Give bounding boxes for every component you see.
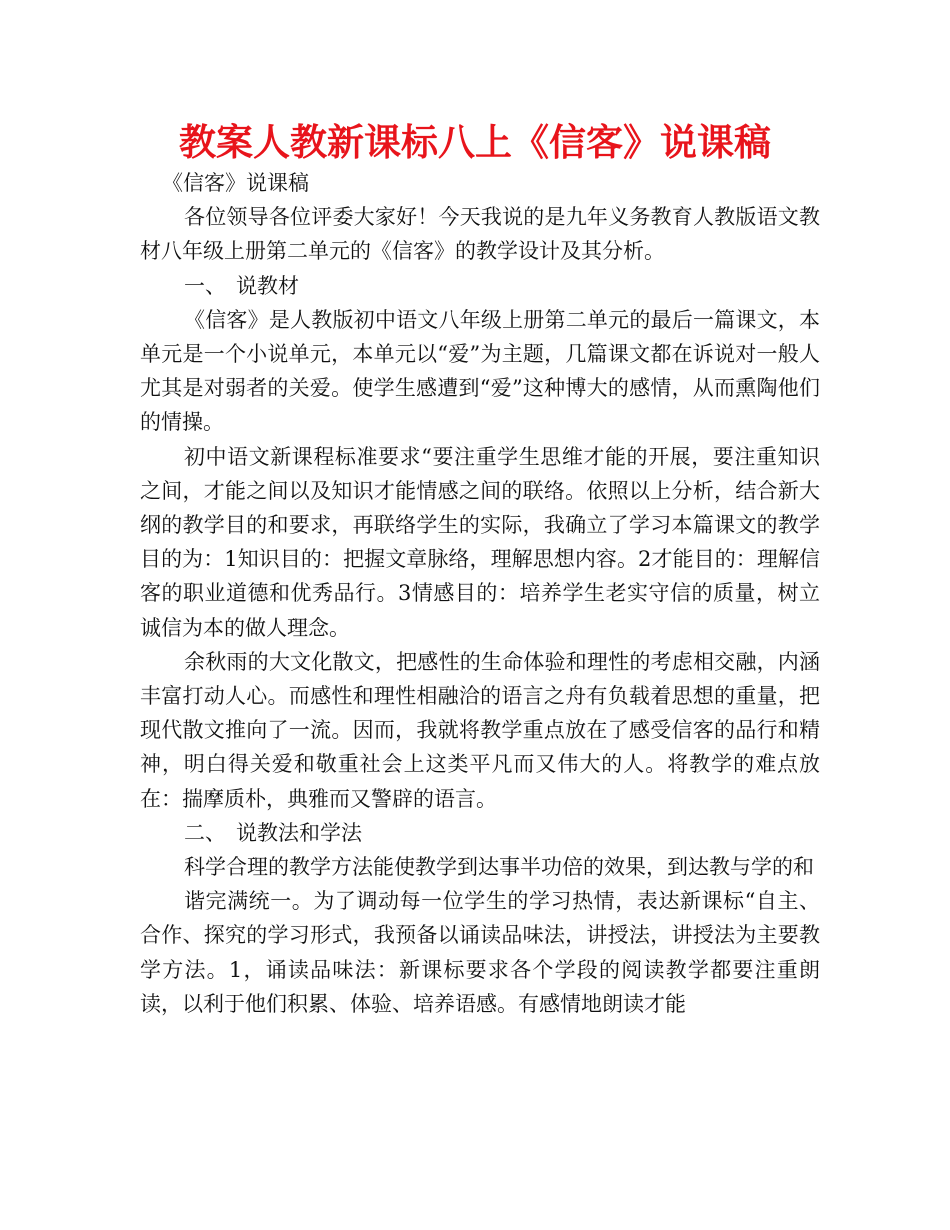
document-subtitle: 《信客》说课稿 <box>162 171 309 195</box>
paragraph-greeting: 各位领导各位评委大家好！今天我说的是九年义务教育人教版语文教材八年级上册第二单元的《信客》的教学设计及其分析。 <box>140 205 820 264</box>
section-number: 一、 <box>184 273 226 298</box>
paragraph-textbook-intro: 《信客》是人教版初中语文八年级上册第二单元的最后一篇课文，本单元是一个小说单元，本单元以“爱”为主题，几篇课文都在诉说对一般人尤其是对弱者的关爱。使学生感遭到“爱”这种博大的感情，从而熏陶他们的情操。 <box>140 307 820 435</box>
section-heading-text: 说教材 <box>236 273 299 298</box>
section-heading-textbook <box>140 269 820 303</box>
document-body <box>140 166 820 1021</box>
paragraph-methods-intro: 科学合理的教学方法能使教学到达事半功倍的效果，到达教与学的和 <box>184 855 814 880</box>
paragraph-key-points: 余秋雨的大文化散文，把感性的生命体验和理性的考虑相交融，内涵丰富打动人心。而感性和理性相融洽的语言之舟有负载着思想的重量，把现代散文推向了一流。因而，我就将教学重点放在了感受信客的品行和精神，明白得关爱和敬重社会上这类平凡而又伟大的人。将教学的难点放在：揣摩质朴，典雅而又警辟的语言。 <box>140 649 820 811</box>
paragraph-methods-detail: 谐完满统一。为了调动每一位学生的学习热情，表达新课标“自主、合作、探究的学习形式，我预备以诵读品味法，讲授法，讲授法为主要教学方法。1，诵读品味法：新课标要求各个学段的阅读教学都要注重朗读，以利于他们积累、体验、培养语感。有感情地朗读才能 <box>140 889 820 1016</box>
paragraph-curriculum-goals: 初中语文新课程标准要求“要注重学生思维才能的开展，要注重知识之间，才能之间以及知识才能情感之间的联络。依照以上分析，结合新大纲的教学目的和要求，再联络学生的实际，我确立了学习本篇课文的教学目的为：1知识目的：把握文章脉络，理解思想内容。2才能目的：理解信客的职业道德和优秀品行。3情感目的：培养学生老实守信的质量，树立诚信为本的做人理念。 <box>140 444 820 640</box>
section-heading-methods <box>140 816 820 850</box>
section-heading-text: 说教法和学法 <box>236 820 362 845</box>
document-title: 教案人教新课标八上《信客》说课稿 <box>179 121 771 164</box>
section-number: 二、 <box>184 820 226 845</box>
